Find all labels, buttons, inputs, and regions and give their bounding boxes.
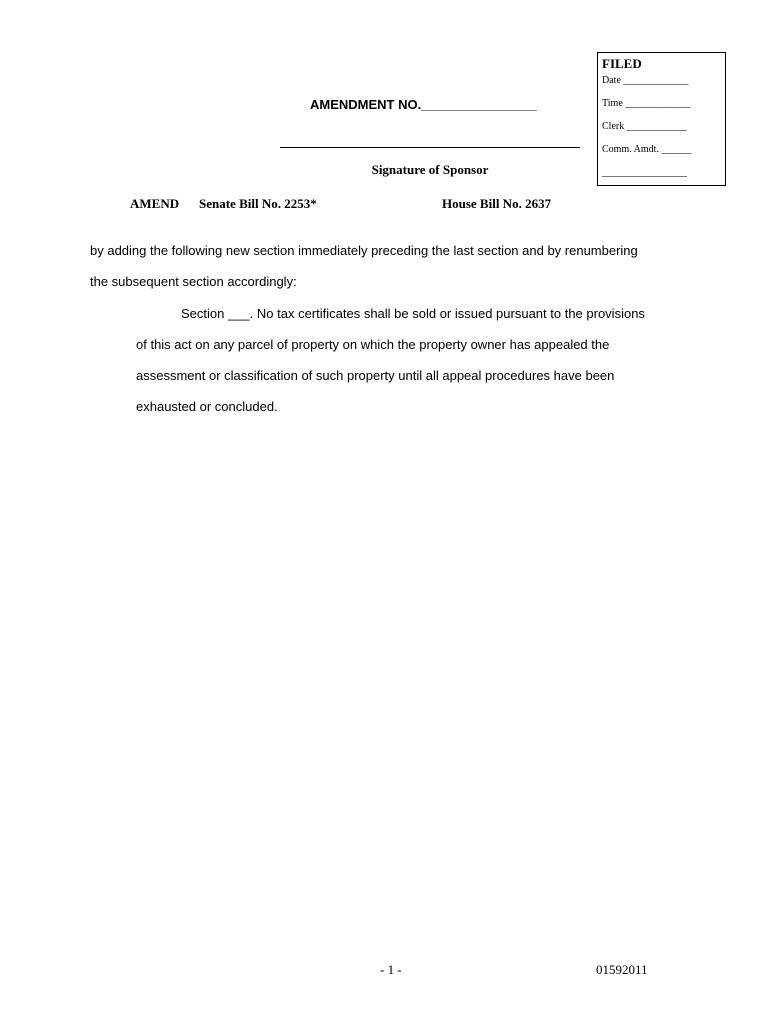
filed-date: Date _____________	[602, 75, 689, 86]
body-line-2: the subsequent section accordingly:	[90, 274, 297, 289]
signature-line	[280, 147, 580, 148]
section-line-1: Section ___. No tax certificates shall be sold or issued pursuant to the provisions	[181, 306, 645, 321]
section-line-3: assessment or classification of such property until all appeal procedures have been	[136, 368, 615, 383]
filed-time: Time _____________	[602, 98, 691, 109]
filed-comm-amdt: Comm. Amdt. ______	[602, 144, 692, 155]
amend-label: AMEND	[130, 196, 180, 211]
senate-bill-number: Senate Bill No. 2253*	[199, 196, 317, 211]
section-line-4: exhausted or concluded.	[136, 399, 278, 414]
filed-box	[597, 52, 726, 186]
document-code: 01592011	[596, 962, 648, 977]
filed-blank-line: _________________	[602, 167, 687, 178]
amendment-number: AMENDMENT NO.________________	[310, 97, 537, 112]
section-line-2: of this act on any parcel of property on which the property owner has appealed the	[136, 337, 610, 352]
filed-title: FILED	[602, 56, 642, 71]
body-line-1: by adding the following new section immediately preceding the last section and by renumbering	[90, 243, 638, 258]
filed-clerk: Clerk ____________	[602, 121, 687, 132]
signature-label: Signature of Sponsor	[371, 162, 489, 177]
house-bill-number: House Bill No. 2637	[442, 196, 552, 211]
page-number: - 1 -	[380, 962, 402, 977]
